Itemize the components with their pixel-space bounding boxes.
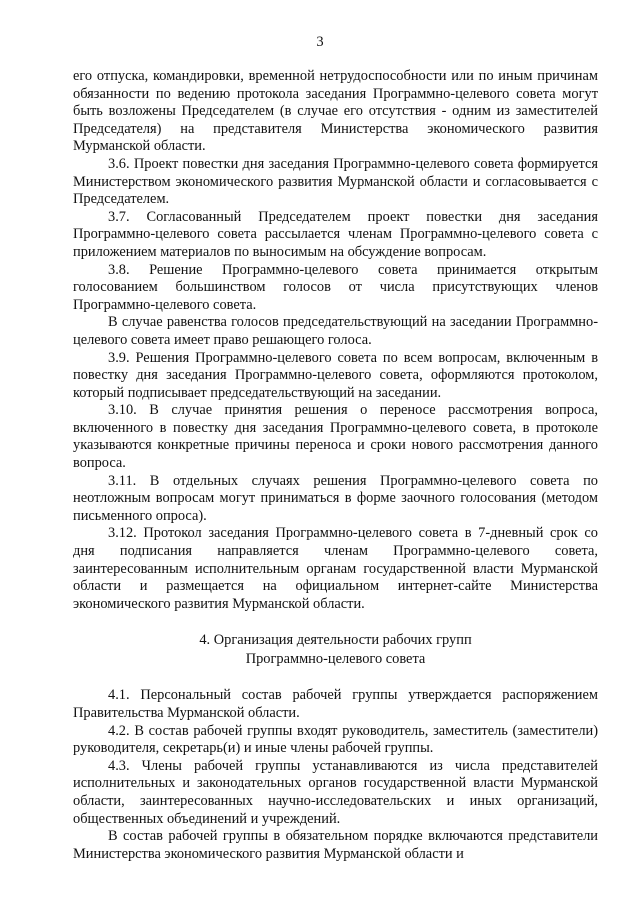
paragraph-3-12: 3.12. Протокол заседания Программно-целевого совета в 7-дневный срок со дня подписания направляется членам Программно-целевого совета, заинтересованным исполнительным органам государственной власти Мурманской области и размещается на официальном интернет-сайте Министерства экономического развития Мурманской области. <box>73 525 598 612</box>
paragraph-4-3: 4.3. Члены рабочей группы устанавливаются из числа представителей исполнительных и законодательных органов государственной власти Мурманской области, заинтересованных научно-исследовательских и иных организаций, общественных объединений и учреждений. <box>73 757 598 827</box>
paragraph-continuation: его отпуска, командировки, временной нетрудоспособности или по иным причинам обязанности по ведению протокола заседания Программно-целевого совета могут быть возложены Председателем (в случае его отсутствия - одним из заместителей Председателя) на представителя Министерства экономического развития Мурманской области. <box>73 68 598 155</box>
paragraph-4-1: 4.1. Персональный состав рабочей группы утверждается распоряжением Правительства Мурманской области. <box>73 687 598 721</box>
document-body <box>73 68 598 863</box>
paragraph-3-9: 3.9. Решения Программно-целевого совета по всем вопросам, включенным в повестку дня заседания Программно-целевого совета, оформляются протоколом, который подписывает председательствующий на заседании. <box>73 349 598 401</box>
paragraph-4-2: 4.2. В состав рабочей группы входят руководитель, заместитель (заместители) руководителя, секретарь(и) и иные члены рабочей группы. <box>73 722 598 757</box>
paragraph-3-8: 3.8. Решение Программно-целевого совета принимается открытым голосованием большинством голосов от числа присутствующих членов Программно-целевого совета. <box>73 261 598 313</box>
paragraph-3-6: 3.6. Проект повестки дня заседания Программно-целевого совета формируется Министерством экономического развития Мурманской области и согласовывается с Председателем. <box>73 155 598 208</box>
paragraph-3-7: 3.7. Согласованный Председателем проект повестки дня заседания Программно-целевого совета рассылается членам Программно-целевого совета с приложением материалов по выносимым на обсуждение вопросам. <box>73 208 598 260</box>
paragraph-3-11: 3.11. В отдельных случаях решения Программно-целевого совета по неотложным вопросам могут приниматься в форме заочного голосования (методом письменного опроса). <box>73 472 598 524</box>
section-heading <box>73 631 598 669</box>
paragraph-3-10: 3.10. В случае принятия решения о переносе рассмотрения вопроса, включенного в повестку дня заседания Программно-целевого совета, в протоколе указываются конкретные причины переноса и сроки нового рассмотрения данного вопроса. <box>73 402 598 472</box>
section-heading-line2: Программно-целевого совета <box>245 651 426 668</box>
paragraph-tie-vote: В случае равенства голосов председательствующий на заседании Программно-целевого совета имеет право решающего голоса. <box>73 314 598 348</box>
section-heading-line1: 4. Организация деятельности рабочих групп <box>199 632 472 649</box>
paragraph-mandatory-members: В состав рабочей группы в обязательном порядке включаются представители Министерства экономического развития Мурманской области и <box>73 828 598 862</box>
page-number: 3 <box>316 34 324 50</box>
